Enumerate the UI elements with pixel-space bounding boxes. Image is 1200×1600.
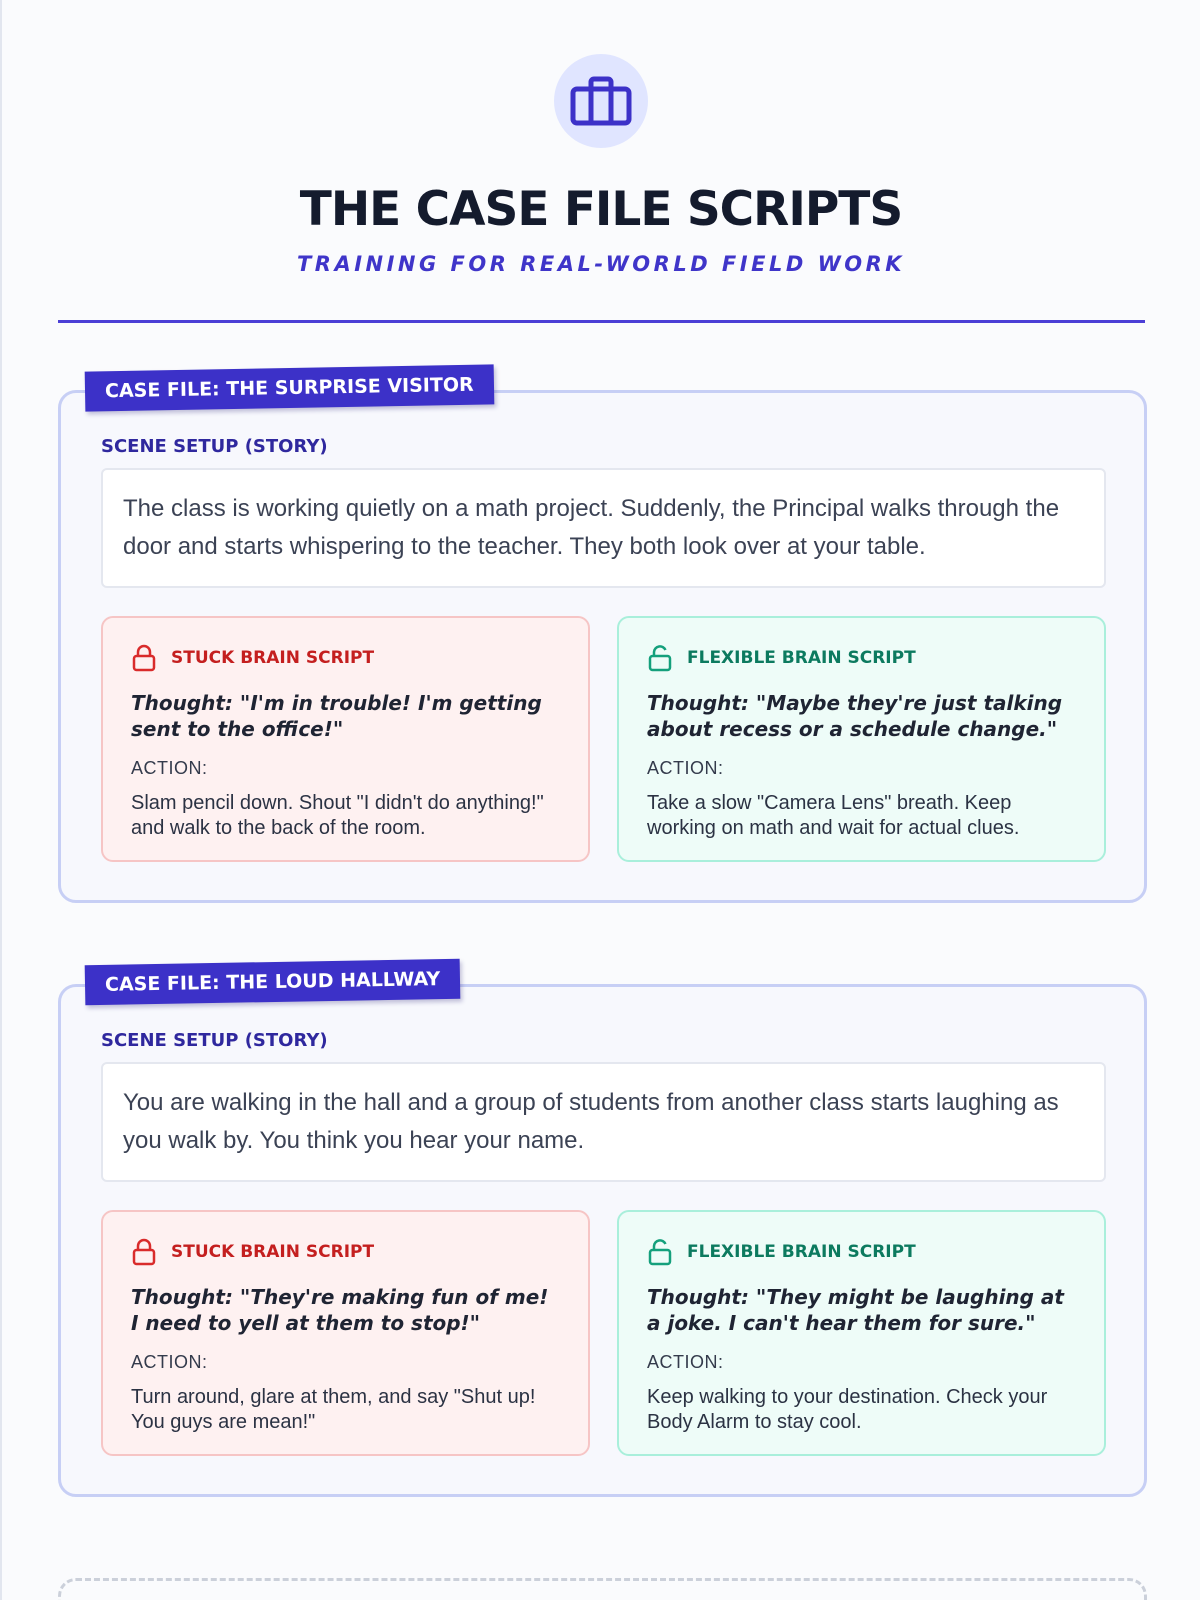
page-title: THE CASE FILE SCRIPTS [299, 182, 903, 237]
locked-icon [131, 644, 157, 672]
action-label: ACTION: [131, 758, 208, 778]
flexible-thought: Thought: "They might be laughing at a joke. I can't hear them for sure." [647, 1285, 1064, 1335]
page-subtitle: TRAINING FOR REAL-WORLD FIELD WORK [296, 251, 906, 276]
stuck-action-text: Slam pencil down. Shout "I didn't do anything!" and walk to the back of the room. [131, 792, 544, 839]
unlocked-icon [647, 644, 673, 672]
flexible-thought: Thought: "Maybe they're just talking about recess or a schedule change." [647, 691, 1063, 741]
unlocked-icon [647, 1238, 673, 1266]
scene-setup-text: You are walking in the hall and a group of students from another class starts laughing as you walk by. You think you hear your name. [101, 1062, 1106, 1182]
stuck-thought: Thought: "They're making fun of me! I need to yell at them to stop!" [131, 1285, 549, 1335]
stuck-brain-script-card [101, 616, 590, 862]
action-label: ACTION: [647, 758, 724, 778]
flexible-action-text: Take a slow "Camera Lens" breath. Keep working on math and wait for actual clues. [647, 792, 1020, 839]
action-label: ACTION: [647, 1352, 724, 1372]
scene-setup-label: SCENE SETUP (STORY) [101, 436, 328, 457]
flexible-brain-script-card [617, 1210, 1106, 1456]
stuck-thought: Thought: "I'm in trouble! I'm getting sent to the office!" [131, 691, 542, 741]
header-divider [58, 320, 1145, 323]
flexible-brain-script-card [617, 616, 1106, 862]
flexible-script-heading: FLEXIBLE BRAIN SCRIPT [687, 648, 916, 668]
stuck-script-heading: STUCK BRAIN SCRIPT [171, 648, 375, 668]
case-file-card [58, 968, 1147, 1497]
case-file-tab: CASE FILE: THE LOUD HALLWAY [85, 959, 461, 1006]
scene-setup-text: The class is working quietly on a math project. Suddenly, the Principal walks through the door and starts whispering to the teacher. They both look over at your table. [101, 468, 1106, 588]
stuck-action-text: Turn around, glare at them, and say "Shut up! You guys are mean!" [131, 1386, 536, 1433]
locked-icon [131, 1238, 157, 1266]
flexible-action-text: Keep walking to your destination. Check your Body Alarm to stay cool. [647, 1386, 1048, 1433]
case-file-tab: CASE FILE: THE SURPRISE VISITOR [85, 364, 494, 411]
action-label: ACTION: [131, 1352, 208, 1372]
stuck-brain-script-card [101, 1210, 590, 1456]
next-case-placeholder [58, 1578, 1147, 1600]
page-header [2, 0, 1200, 276]
case-file-card [58, 373, 1147, 903]
flexible-script-heading: FLEXIBLE BRAIN SCRIPT [687, 1242, 916, 1262]
briefcase-icon [554, 54, 648, 148]
stuck-script-heading: STUCK BRAIN SCRIPT [171, 1242, 375, 1262]
scene-setup-label: SCENE SETUP (STORY) [101, 1030, 328, 1051]
